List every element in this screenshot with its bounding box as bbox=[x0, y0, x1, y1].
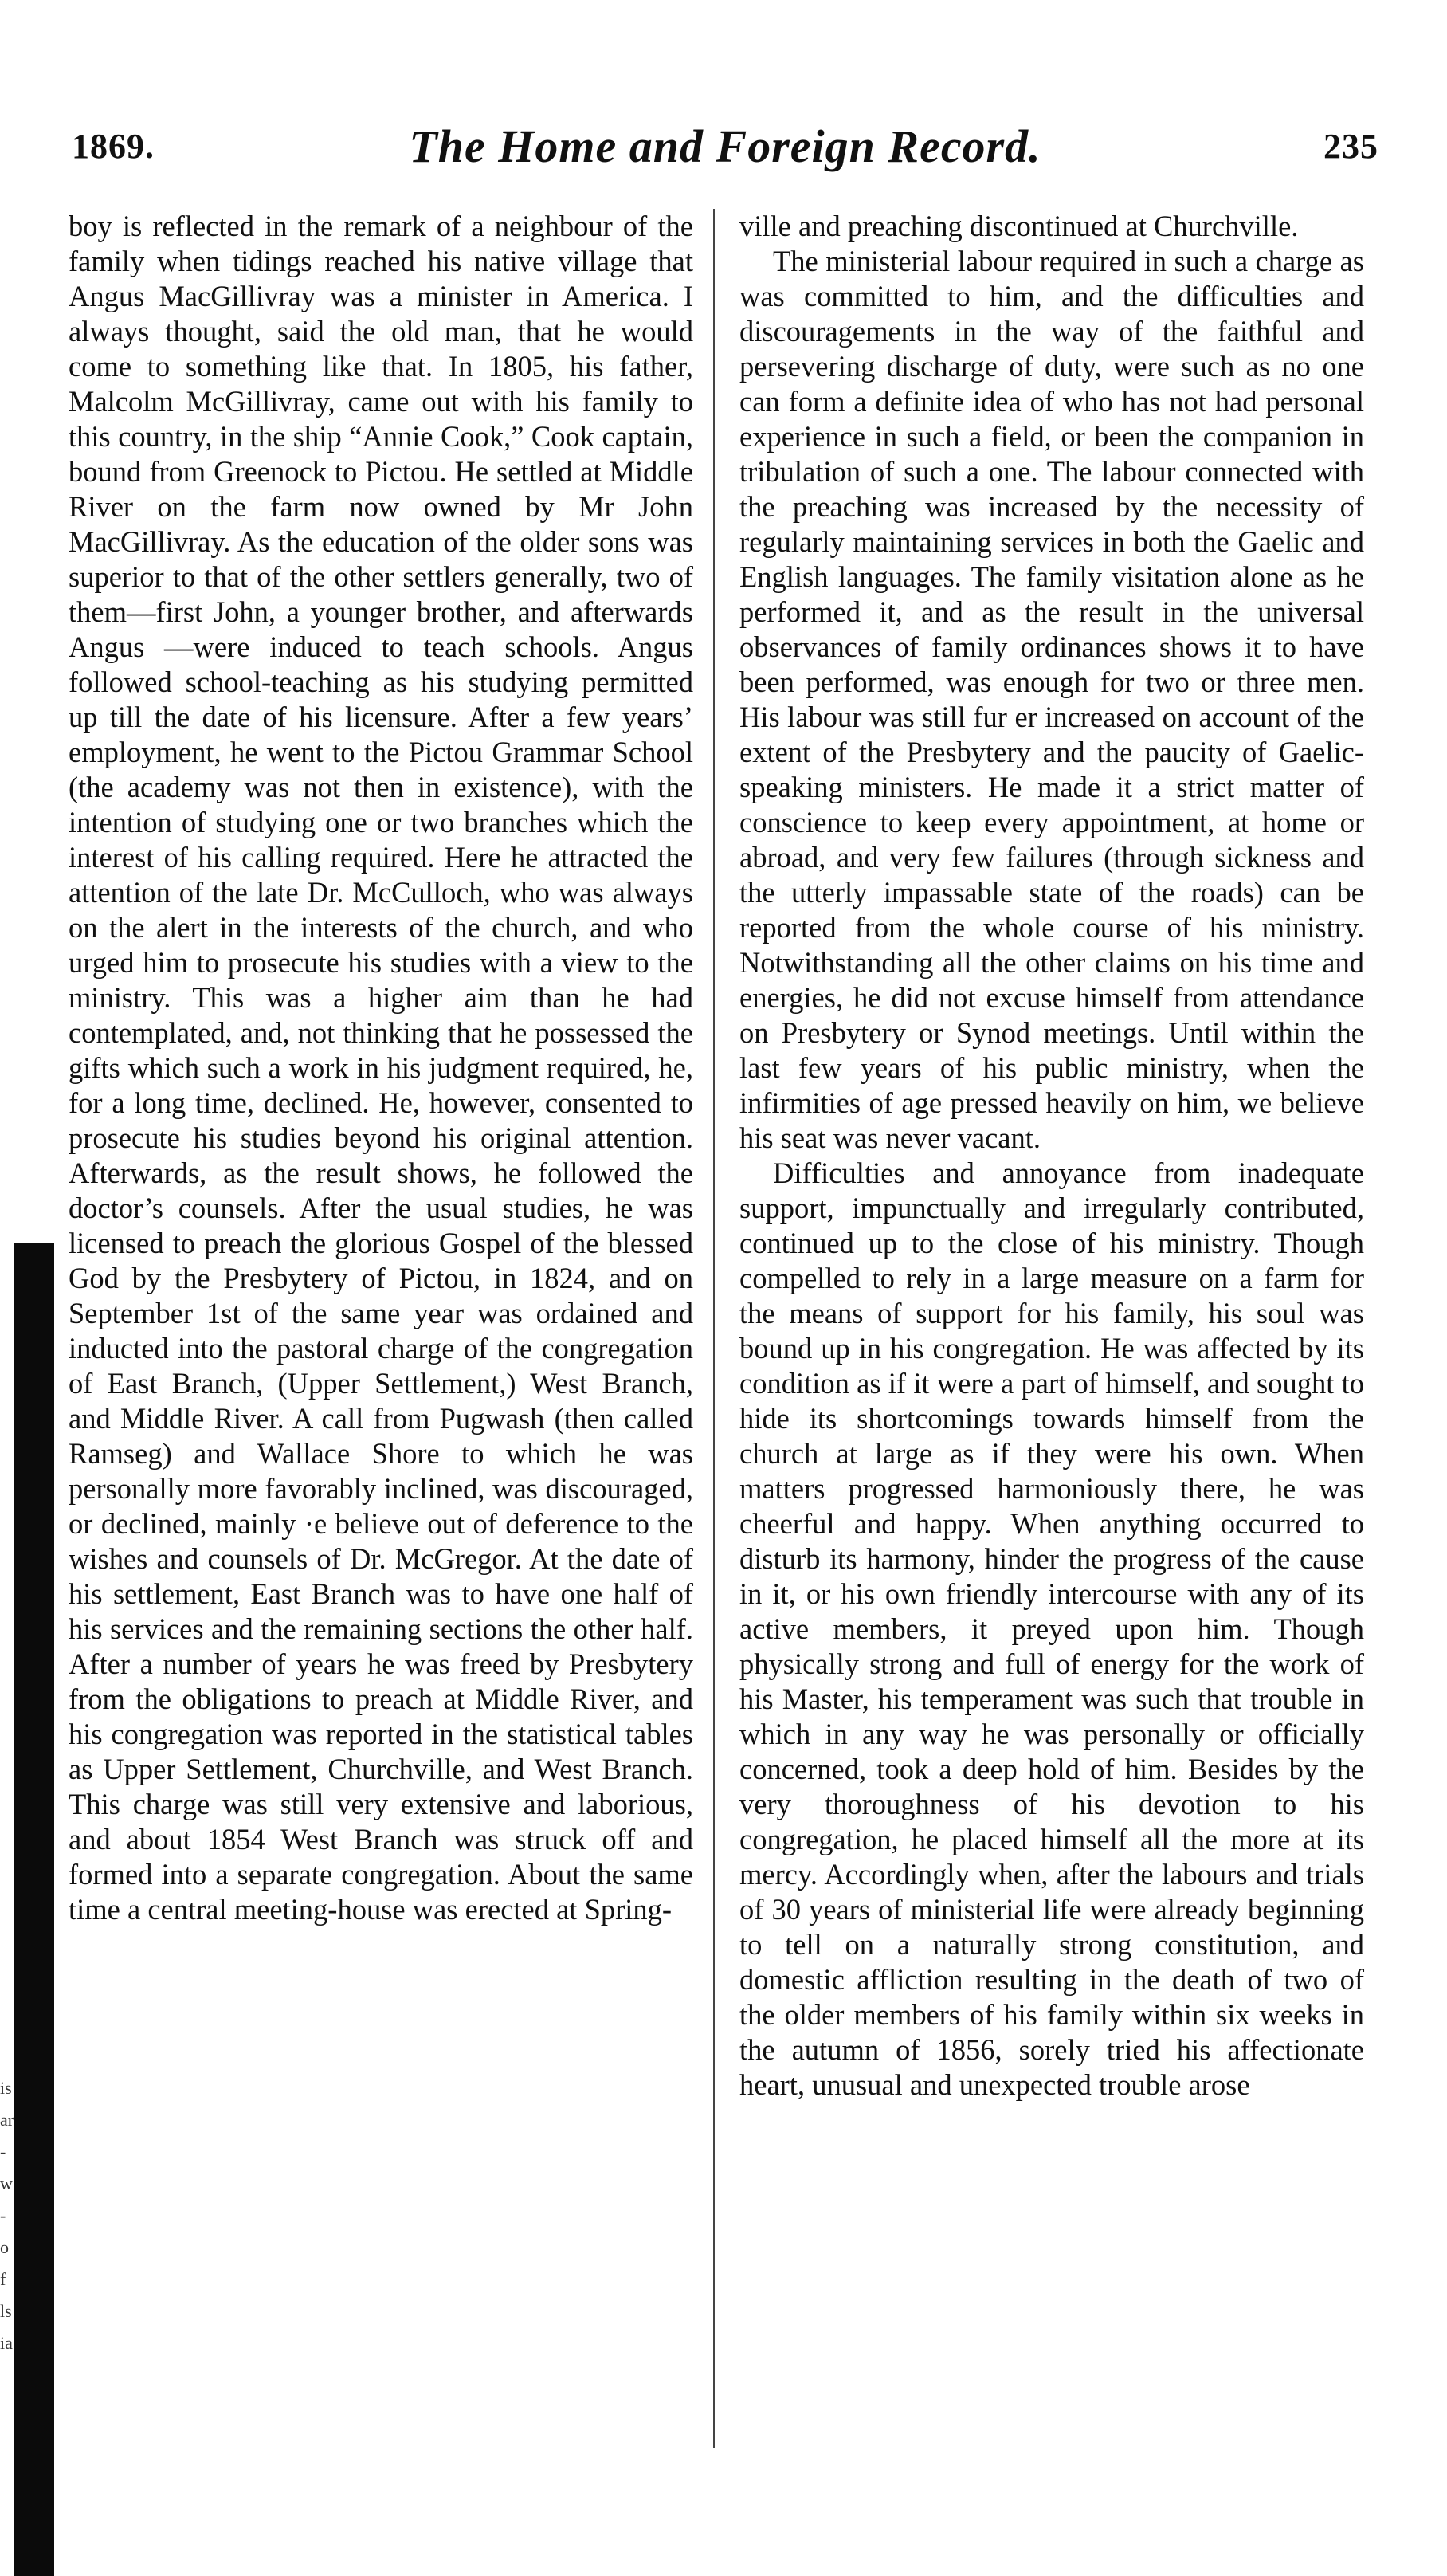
column-divider bbox=[713, 209, 715, 2448]
right-paragraph-3: Difficulties and annoyance from inadequate support, impunctually and irregularly contributed, continued up to the close of his ministry. Though compelled to rely in a large measure on a farm for the means of support for his family, his soul was bound up in his congregation. He was affected by its condition as if it were a part of himself, and sought to hide its shortcomings towards himself from the church at large as if they were his own. When matters progressed harmoniously there, he was cheerful and happy. When anything occurred to disturb its harmony, hinder the progress of the cause in it, or his own friendly intercourse with any of its active members, it preyed upon him. Though physically strong and full of energy for the work of his Master, his temperament was such that trouble in which in any way he was personally or officially concerned, took a deep hold of him. Besides by the very thoroughness of his devotion to his congregation, he placed himself all the more at its mercy. Accordingly when, after the labours and trials of 30 years of ministerial life were already beginning to tell on a naturally strong constitution, and domestic affliction resulting in the death of two of the older members of his family within six weeks in the autumn of 1856, sorely tried his affectionate heart, unusual and unexpected trouble arose bbox=[739, 1156, 1364, 2101]
binding-shadow bbox=[14, 1243, 54, 2576]
right-paragraph-1: ville and preaching discontinued at Churchville. bbox=[739, 210, 1299, 242]
running-header bbox=[72, 120, 1378, 183]
right-column bbox=[739, 209, 1364, 2103]
header-page-number: 235 bbox=[1323, 127, 1378, 166]
adjacent-page-edge-text: is ar- w- of ls ia bbox=[0, 2078, 14, 2353]
right-paragraph-2: The ministerial labour required in such a charge as was committed to him, and the difficulties and discouragements in the way of the faithful and persevering discharge of duty, were such as no one can form a definite idea of who has not had personal experience in such a field, or been the companion in tribulation of such a one. The labour connected with the preaching was increased by the necessity of regularly maintaining services in both the Gaelic and English languages. The family visitation alone as he performed it, and as the result in the universal observances of family ordinances shows it to have been performed, was enough for two or three men. His labour was still fur er increased on account of the extent of the Presbytery and the paucity of Gaelic-speaking ministers. He made it a strict matter of conscience to keep every appointment, at home or abroad, and very few failures (through sickness and the utterly impassable state of the roads) can be reported from the whole course of his ministry. Notwithstanding all the other claims on his time and energies, he did not excuse himself from attendance on Presbytery or Synod meetings. Until within the last few years of his public ministry, when the infirmities of age pressed heavily on him, we believe his seat was never vacant. bbox=[739, 245, 1364, 1154]
left-paragraph-1: boy is reflected in the remark of a neighbour of the family when tidings reached his native village that Angus MacGillivray was a minister in America. I always thought, said the old man, that he would come to something like that. In 1805, his father, Malcolm McGillivray, came out with his family to this country, in the ship “Annie Cook,” Cook captain, bound from Greenock to Pictou. He settled at Middle River on the farm now owned by Mr John MacGillivray. As the education of the older sons was superior to that of the other settlers generally, two of them—first John, a younger brother, and afterwards Angus —were induced to teach schools. Angus followed school-teaching as his studying permitted up till the date of his licensure. After a few years’ employment, he went to the Pictou Grammar School (the academy was not then in existence), with the intention of studying one or two branches which the interest of his calling required. Here he attracted the attention of the late Dr. McCulloch, who was always on the alert in the interests of the church, and who urged him to prosecute his studies with a view to the ministry. This was a higher aim than he had contemplated, and, not thinking that he possessed the gifts which such a work in his judgment required, he, for a long time, declined. He, however, consented to prosecute his studies beyond his original attention. Afterwards, as the result shows, he followed the doctor’s counsels. After the usual studies, he was licensed to preach the glorious Gospel of the blessed God by the Presbytery of Pictou, in 1824, and on September 1st of the same year was ordained and inducted into the pastoral charge of the congregation of East Branch, (Upper Settlement,) West Branch, and Middle River. A call from Pugwash (then called Ramseg) and Wallace Shore to which he was personally more favorably inclined, was discouraged, or declined, mainly ·e believe out of deference to the wishes and counsels of Dr. McGregor. At the date of his settlement, East Branch was to have one half of his services and the remaining sections the other half. After a number of years he was freed by Presbytery from the obligations to preach at Middle River, and his congregation was reported in the statistical tables as Upper Settlement, Churchville, and West Branch. This charge was still very extensive and laborious, and about 1854 West Branch was struck off and formed into a separate congregation. About the same time a central meeting-house was erected at Spring- bbox=[69, 210, 693, 1926]
left-column bbox=[69, 209, 693, 1927]
header-year: 1869. bbox=[72, 127, 155, 166]
header-title: The Home and Foreign Record. bbox=[409, 120, 1041, 172]
